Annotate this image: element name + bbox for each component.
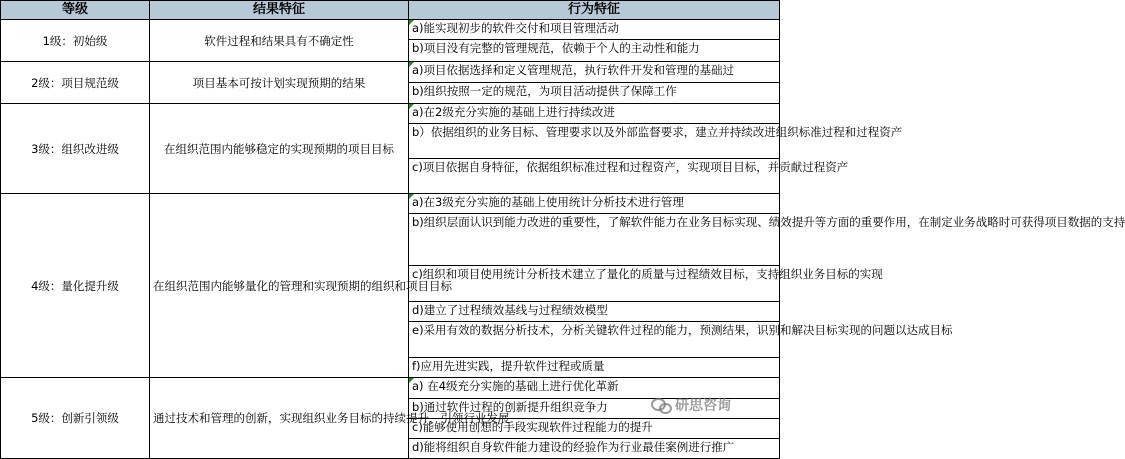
- table-row: [1, 62, 780, 83]
- behavior-cell: [409, 104, 780, 124]
- cell-marker: [409, 104, 414, 109]
- behavior-text: b)组织层面认识到能力改进的重要性，了解软件能力在业务目标实现、绩效提升等方面的重要作用，在制定业务战略时可获得项目数据的支持: [412, 215, 1125, 229]
- behavior-cell: [409, 83, 780, 104]
- behavior-text: a)在2级充分实施的基础上进行持续改进: [412, 105, 615, 119]
- cell-marker: [409, 194, 414, 199]
- behavior-text: b）依据组织的业务目标、管理要求以及外部监督要求，建立并持续改进组织标准过程和过程资产: [412, 125, 903, 139]
- cell-marker: [409, 20, 414, 25]
- behavior-cell: [409, 194, 780, 214]
- behavior-text: b)通过软件过程的创新提升组织竞争力: [412, 400, 608, 414]
- behavior-text: d)能将组织自身软件能力建设的经验作为行业最佳案例进行推广: [412, 440, 735, 454]
- behavior-cell: [409, 214, 1125, 266]
- behavior-text: b)项目没有完整的管理规范，依赖于个人的主动性和能力: [412, 41, 700, 55]
- behavior-text: a)项目依据选择和定义管理规范，执行软件开发和管理的基础过: [412, 63, 735, 77]
- level-cell: 3级：组织改进级: [1, 104, 150, 194]
- behavior-text: b)组织按照一定的规范，为项目活动提供了保障工作: [412, 84, 677, 98]
- header-row: [1, 1, 780, 20]
- header-level: 等级: [1, 1, 150, 20]
- behavior-cell: [409, 124, 903, 159]
- behavior-cell: [409, 62, 780, 83]
- result-cell: 项目基本可按计划实现预期的结果: [150, 62, 409, 104]
- behavior-text: c)能够使用创想的手段实现软件过程能力的提升: [412, 420, 653, 434]
- watermark-text: 研思咨询: [675, 398, 731, 414]
- table-row: [1, 194, 780, 214]
- behavior-text: a)能实现初步的软件交付和项目管理活动: [412, 21, 620, 35]
- behavior-cell: [409, 399, 780, 419]
- behavior-cell: [409, 439, 780, 459]
- behavior-text: a) 在4级充分实施的基础上进行优化革新: [412, 379, 619, 393]
- behavior-cell: [409, 159, 849, 194]
- behavior-cell: [409, 20, 780, 40]
- result-cell: 在组织范围内能够稳定的实现预期的项目目标: [150, 104, 409, 194]
- level-cell: 1级：初始级: [1, 20, 150, 62]
- header-behavior: 行为特征: [409, 1, 780, 20]
- table-row: [1, 378, 780, 399]
- behavior-cell: [409, 378, 780, 399]
- result-cell: 通过技术和管理的创新，实现组织业务目标的持续提升，引领行业发展: [150, 378, 409, 459]
- level-cell: 2级：项目规范级: [1, 62, 150, 104]
- header-result: 结果特征: [150, 1, 409, 20]
- behavior-cell: [409, 40, 780, 62]
- behavior-cell: [409, 322, 953, 358]
- table-row: [1, 104, 780, 124]
- cell-marker: [409, 62, 414, 67]
- behavior-cell: [409, 302, 780, 322]
- behavior-cell: [409, 419, 780, 439]
- behavior-text: f)应用先进实践，提升软件过程或质量: [412, 359, 605, 373]
- behavior-text: d)建立了过程绩效基线与过程绩效模型: [412, 303, 608, 317]
- table-row: [1, 20, 780, 40]
- behavior-text: a)在3级充分实施的基础上使用统计分析技术进行管理: [412, 195, 684, 209]
- result-cell: 软件过程和结果具有不确定性: [150, 20, 409, 62]
- level-cell: 5级：创新引领级: [1, 378, 150, 459]
- cell-marker: [409, 378, 414, 383]
- behavior-cell: [409, 266, 883, 302]
- behavior-text: c)组织和项目使用统计分析技术建立了量化的质量与过程绩效目标，支持组织业务目标的实现: [412, 267, 883, 281]
- result-cell: 在组织范围内能够量化的管理和实现预期的组织和项目目标: [150, 194, 409, 378]
- behavior-text: e)采用有效的数据分析技术，分析关键软件过程的能力，预测结果，识别和解决目标实现的问题以达成目标: [412, 323, 953, 337]
- behavior-text: c)项目依据自身特征，依据组织标准过程和过程资产，实现项目目标，并贡献过程资产: [412, 160, 849, 174]
- behavior-cell: [409, 358, 780, 378]
- level-cell: 4级：量化提升级: [1, 194, 150, 378]
